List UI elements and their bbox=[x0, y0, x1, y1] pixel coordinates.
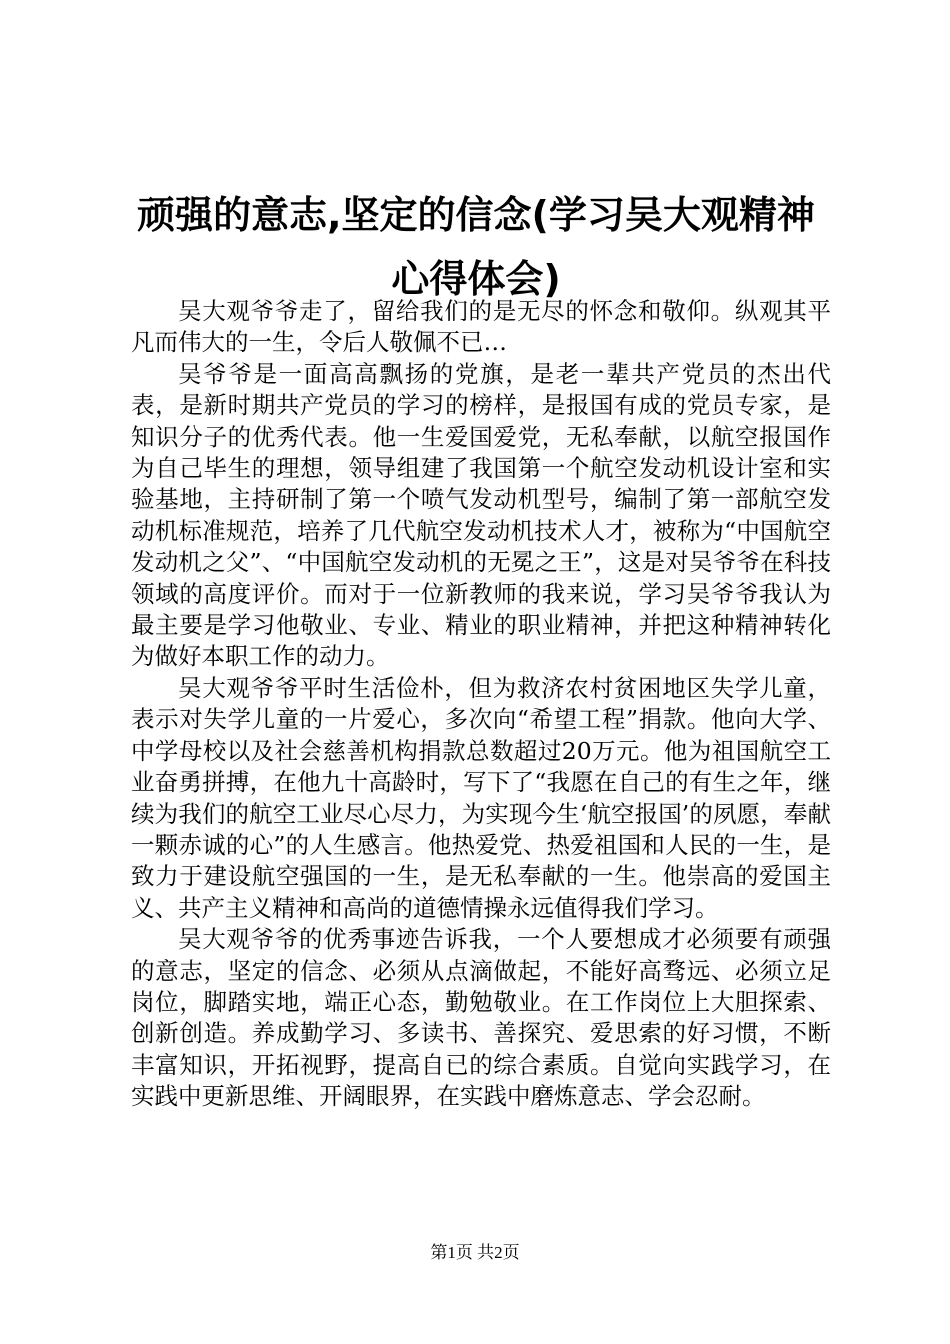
paragraph: 吴爷爷是一面高高飘扬的党旗，是老一辈共产党员的杰出代表，是新时期共产党员的学习的榜样，是报国有成的党员专家，是知识分子的优秀代表。他一生爱国爱党，无私奉献，以航空报国作为自己毕生的理想，领导组建了我国第一个航空发动机设计室和实验基地，主持研制了第一个喷气发动机型号，编制了第一部航空发动机标准规范，培养了几代航空发动机技术人才，被称为“中国航空发动机之父”、“中国航空发动机的无冕之王”，这是对吴爷爷在科技领域的高度评价。而对于一位新教师的我来说，学习吴爷爷我认为最主要是学习他敬业、专业、精业的职业精神，并把这种精神转化为做好本职工作的动力。 bbox=[131, 359, 831, 671]
document-title: 顽强的意志,坚定的信念(学习吴大观精神心得体会) bbox=[137, 193, 815, 302]
paragraph: 吴大观爷爷的优秀事迹告诉我，一个人要想成才必须要有顽强的意志，坚定的信念、必须从点滴做起，不能好高骛远、必须立足岗位，脚踏实地，端正心态，勤勉敬业。在工作岗位上大胆探索、创新创造。养成勤学习、多读书、善探究、爱思索的好习惯，不断丰富知识，开拓视野，提高自已的综合素质。自觉向实践学习，在实践中更新思维、开阔眼界，在实践中磨炼意志、学会忍耐。 bbox=[131, 925, 831, 1111]
page-number-footer: 第1页 共2页 bbox=[430, 1243, 520, 1262]
paragraph: 吴大观爷爷平时生活俭朴，但为救济农村贫困地区失学儿童，表示对失学儿童的一片爱心，多次向“希望工程”捐款。他向大学、中学母校以及社会慈善机构捐款总数超过20万元。他为祖国航空工业奋勇拼搏，在他九十高龄时，写下了“我愿在自己的有生之年，继续为我们的航空工业尽心尽力，为实现今生‘航空报国’的夙愿，奉献一颗赤诚的心”的人生感言。他热爱党、热爱祖国和人民的一生，是致力于建设航空强国的一生，是无私奉献的一生。他崇高的爱国主义、共产主义精神和高尚的道德情操永远值得我们学习。 bbox=[131, 673, 831, 922]
paragraph: 吴大观爷爷走了，留给我们的是无尽的怀念和敬仰。纵观其平凡而伟大的一生，令后人敬佩不已… bbox=[131, 297, 831, 357]
document-body bbox=[131, 296, 831, 1113]
